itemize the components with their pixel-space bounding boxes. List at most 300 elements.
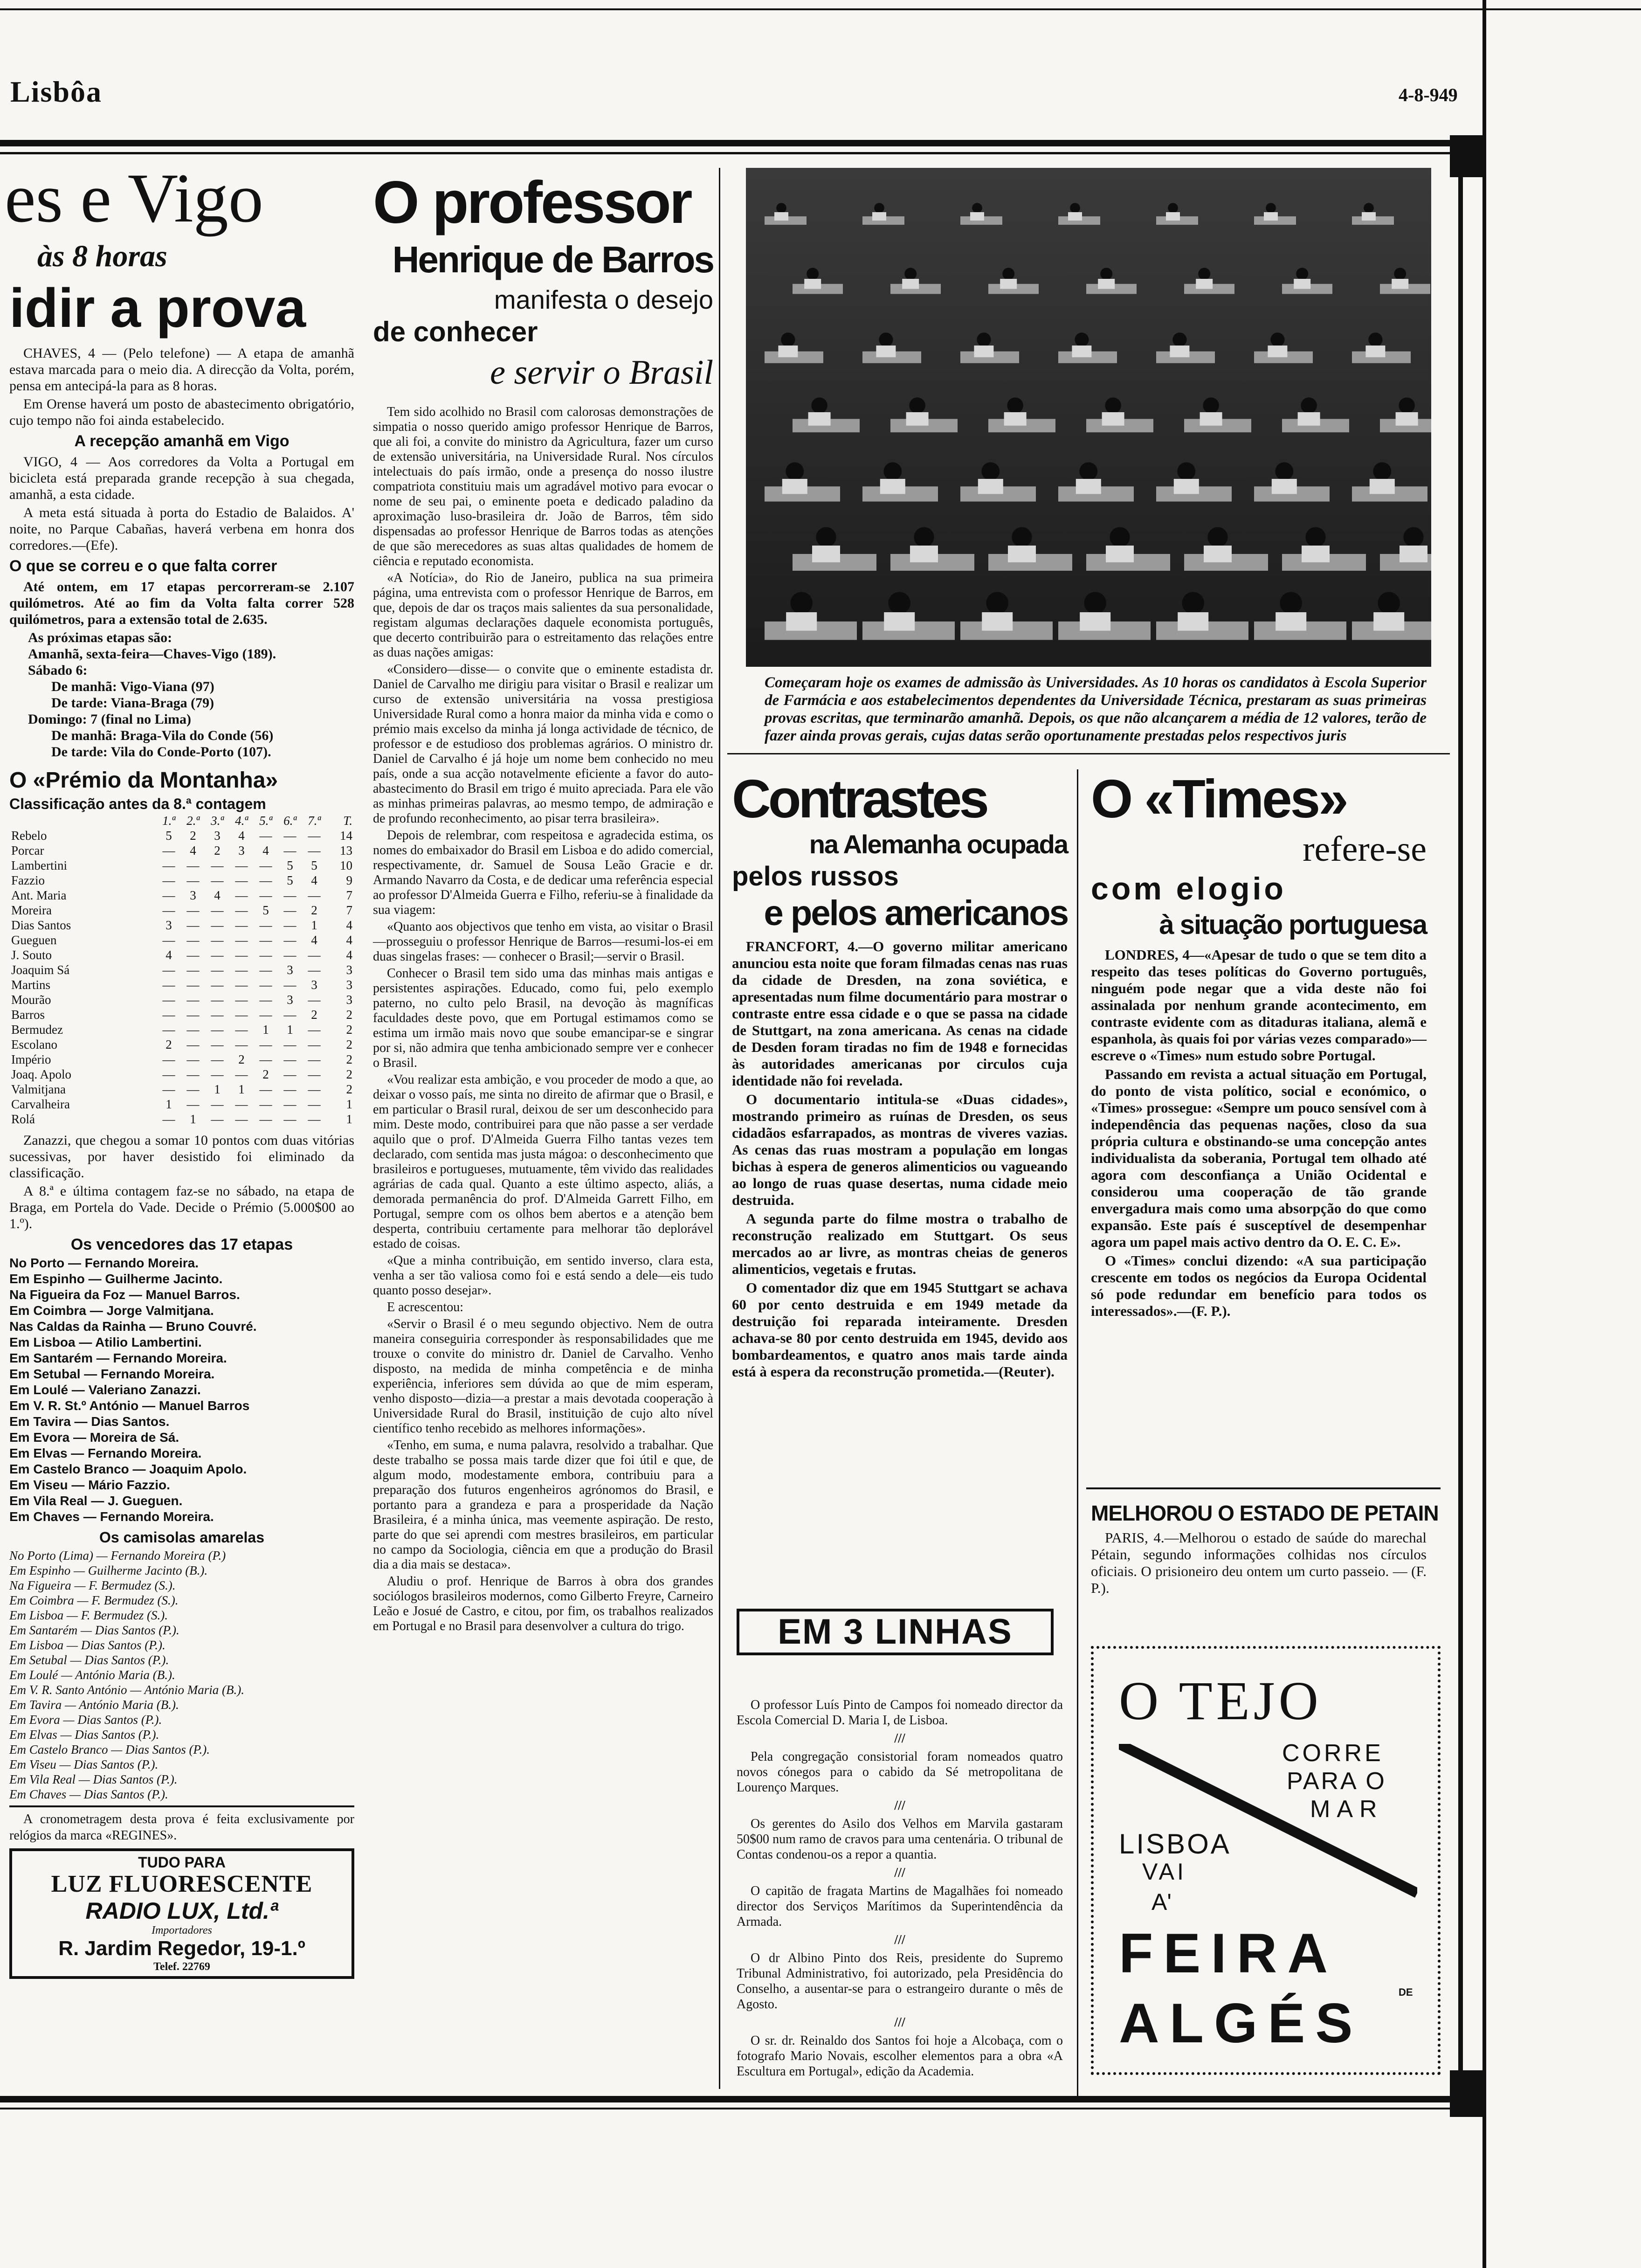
rider-name: Ant. Maria (11, 888, 67, 902)
jersey-item: Em Chaves — Dias Santos (P.). (9, 1787, 168, 1801)
points-cell: — (235, 903, 248, 917)
student-head (1172, 332, 1186, 346)
points-cell: — (235, 888, 248, 902)
professor-paragraph: E acrescentou: (387, 1300, 464, 1314)
remaining-heading: O que se correu e o que falta correr (9, 557, 277, 575)
rider-name: Mourão (11, 993, 51, 1007)
points-cell: 2 (262, 1067, 269, 1081)
ad-line: RADIO LUX, Ltd.ª (85, 1898, 278, 1924)
jersey-item: Em Setubal — Dias Santos (P.). (9, 1653, 169, 1667)
points-cell: — (235, 873, 248, 887)
contrastes-deck: na Alemanha ocupada (809, 830, 1068, 859)
winner-item: Em Castelo Branco — Joaquim Apolo. (9, 1462, 247, 1476)
professor-deck: manifesta o desejo (494, 285, 713, 314)
student-shirt (884, 612, 915, 631)
student-head (888, 592, 910, 614)
student-head (972, 203, 982, 213)
student-head (816, 527, 836, 547)
jersey-item: Em Coimbra — F. Bermudez (S.). (9, 1593, 179, 1607)
points-cell: — (186, 1008, 200, 1022)
points-cell: — (259, 873, 272, 887)
professor-paragraph: «Que a minha contribuição, em sentido inverso, clara esta, venha a ser tão valiosa como foi e está sendo a dele—eis tudo quanto posso desejar». (373, 1253, 713, 1298)
student-shirt (982, 612, 1013, 631)
times-paragraph: LONDRES, 4—«Apesar de tudo o que se tem dito a respeito das teses políticas do Governo português, ninguém pode negar que a vida deste não foi assinalada por nenhum grande acontecimento, em contraste evidente com as ditaduras italiana, alemã e espanhola, às quais foi por várias vezes comparado»—escreve o «Times» num estudo sobre Portugal. (1091, 947, 1427, 1064)
classification-row (9, 903, 354, 918)
column-header: 5.ª (259, 814, 272, 828)
stage-line: De manhã: Braga-Vila do Conde (56) (51, 728, 274, 743)
rider-name: J. Souto (11, 948, 52, 962)
rider-name: Gueguen (11, 933, 57, 947)
classification-row (9, 918, 354, 933)
points-cell: — (283, 948, 296, 962)
points-cell: — (259, 1052, 272, 1066)
points-cell: 4 (165, 948, 172, 962)
student-shirt (1072, 346, 1091, 357)
reception-heading: A recepção amanhã em Vigo (74, 432, 290, 450)
student-head (1399, 397, 1415, 414)
professor-paragraph: «A Notícia», do Rio de Janeiro, publica na sua primeira página, uma entrevista com o professor Henrique de Barros, em que, depois de dar os traços mais salientes da sua personalidade, registam algumas declarações daquele economista português, que decerto contribuirão para o estreitamento das relações entre as duas nações amigas: (373, 571, 713, 660)
classification-row (9, 843, 354, 858)
points-cell: 14 (340, 829, 352, 843)
points-cell: — (308, 1112, 321, 1126)
reception-text (9, 454, 354, 553)
masthead-rule-2 (0, 152, 1455, 154)
winner-item: Em Viseu — Mário Fazzio. (9, 1478, 170, 1492)
points-cell: — (186, 1082, 200, 1096)
student-shirt (1008, 546, 1036, 562)
timing-note (9, 1811, 354, 1844)
points-cell: 5 (287, 858, 293, 872)
points-cell: — (211, 1097, 224, 1111)
student-shirt (1102, 412, 1124, 426)
news-brief: O dr Albino Pinto dos Reis, presidente do Supremo Tribunal Administrativo, foi autorizado, pela Presidência do Conselho, a ausentar-se para o estrangeiro durante o mês de Agosto. (737, 1951, 1063, 2012)
student-head (786, 462, 804, 480)
winners-list (9, 1255, 354, 1525)
points-cell: 2 (346, 1052, 352, 1066)
student-shirt (1392, 279, 1408, 289)
rider-name: Lambertini (11, 858, 67, 872)
points-cell: — (186, 903, 200, 917)
masthead-rule (0, 140, 1455, 146)
points-cell: 7 (346, 888, 352, 902)
points-cell: — (235, 1112, 248, 1126)
petain-paragraph: PARIS, 4.—Melhorou o estado de saúde do marechal Pétain, segundo informações colhidas nos círculos oficiais. O prisioneiro deu ontem um curto passeio. — (F. P.). (1091, 1529, 1427, 1596)
points-cell: — (162, 1023, 175, 1037)
student-shirt (804, 279, 821, 289)
points-cell: — (211, 948, 224, 962)
jersey-item: Em Elvas — Dias Santos (P.). (9, 1728, 159, 1742)
rider-name: Dias Santos (11, 918, 71, 932)
item-separator: /// (894, 1866, 905, 1880)
student-head (1070, 203, 1080, 213)
student-head (1007, 397, 1023, 414)
classification-row (9, 888, 354, 903)
points-cell: — (162, 1067, 175, 1081)
student-head (1198, 268, 1210, 280)
student-shirt (1373, 612, 1404, 631)
points-cell: — (259, 888, 272, 902)
student-shirt (902, 279, 919, 289)
points-cell: — (211, 993, 224, 1007)
classification-row (9, 1067, 354, 1082)
points-cell: 2 (346, 1067, 352, 1081)
student-shirt (1264, 212, 1278, 221)
points-cell: 4 (238, 829, 245, 843)
student-head (1079, 462, 1097, 480)
student-shirt (1166, 212, 1180, 221)
student-head (776, 203, 786, 213)
column-professor (373, 169, 713, 1636)
student-head (986, 592, 1008, 614)
student-head (977, 332, 991, 346)
petain-text (1091, 1529, 1427, 1597)
stage-line: Sábado 6: (28, 663, 88, 678)
student-head (1305, 527, 1325, 547)
student-head (781, 332, 795, 346)
column-header: 1.ª (162, 814, 175, 828)
classification-row (9, 933, 354, 947)
photo-rule (727, 753, 1450, 754)
feira-text: FEIRA (1119, 1922, 1338, 1984)
points-cell: — (186, 978, 200, 992)
student-shirt (910, 546, 938, 562)
points-cell: 1 (214, 1082, 221, 1096)
points-cell: 3 (311, 978, 317, 992)
points-cell: 1 (190, 1112, 196, 1126)
points-cell: 4 (346, 918, 352, 932)
points-cell: — (235, 978, 248, 992)
professor-paragraph: «Servir o Brasil é o meu segundo objectivo. Nem de outra maneira conseguiria corresponder às responsabilidades que me trouxe o convite do ministro dr. Daniel de Carvalho. Venho disposto, na medida de minha competência e de minha experiência, inferiores sem dúvida ao que de mim esperam, venho disposto—dizia—a prestar a mais devotada cooperação à Universidade Rural do Brasil, instituição de cujo alto nível científico tenho recebido as melhores informações». (373, 1317, 713, 1436)
student-head (1182, 592, 1204, 614)
points-cell: — (259, 858, 272, 872)
student-head (1270, 332, 1284, 346)
points-cell: — (162, 858, 175, 872)
jersey-item: Em Loulé — António Maria (B.). (9, 1668, 175, 1682)
student-head (909, 397, 925, 414)
student-head (1378, 592, 1400, 614)
points-cell: 2 (311, 903, 317, 917)
professor-deck: de conhecer (373, 316, 538, 347)
contrastes-paragraph: A segunda parte do filme mostra o trabalho de reconstrução realizado em Stuttgart. Os seus mercados ao ar livre, as montras cheias de generos alimenticios, vegetais e frutas. (732, 1210, 1068, 1277)
winner-item: Na Figueira da Foz — Manuel Barros. (9, 1287, 240, 1302)
rider-name: Bermudez (11, 1023, 63, 1037)
student-head (1364, 203, 1374, 213)
points-cell: — (308, 844, 321, 857)
points-cell: 4 (346, 948, 352, 962)
points-cell: — (162, 903, 175, 917)
winner-item: Em Tavira — Dias Santos. (9, 1414, 170, 1429)
jersey-item: Em Tavira — António Maria (B.). (9, 1698, 179, 1712)
points-cell: — (259, 993, 272, 1007)
points-cell: — (162, 873, 175, 887)
column-rule (719, 168, 720, 2089)
mountain-heading: O «Prémio da Montanha» (9, 768, 278, 793)
student-head (1373, 462, 1391, 480)
classification-row (9, 1022, 354, 1037)
student-shirt (1294, 279, 1310, 289)
professor-headline: O professor (373, 169, 691, 236)
contrastes-paragraph: O documentario intitula-se «Duas cidades», mostrando primeiro as ruínas de Dresden, os seus cidadãos esfarrapados, as montras de viveres vazias. As cenas das ruas mostram a população em longas bichas à espera de generos alimenticios ou vagueando ao longo de ruas quase desertas, numa cidade meio destruida. (732, 1091, 1068, 1208)
points-cell: — (259, 1112, 272, 1126)
classification-row (9, 828, 354, 843)
student-shirt (1196, 279, 1213, 289)
classification-row (9, 873, 354, 888)
points-cell: 13 (340, 844, 352, 857)
points-cell: 9 (346, 873, 352, 887)
points-cell: 7 (346, 903, 352, 917)
rider-name: Barros (11, 1008, 45, 1022)
student-shirt (1370, 479, 1395, 494)
points-cell: — (235, 1023, 248, 1037)
stage-line: Amanhã, sexta-feira—Chaves-Vigo (189). (28, 646, 276, 662)
points-cell: — (283, 1008, 296, 1022)
points-cell: 2 (346, 1037, 352, 1051)
points-cell: — (186, 918, 200, 932)
points-cell: — (162, 933, 175, 947)
exam-hall-image (746, 168, 1431, 667)
professor-paragraph: Tem sido acolhido no Brasil com calorosas demonstrações de simpatia o nosso querido amigo professor Henrique de Barros, que ali foi, a convite do ministro da Agricultura, fazer um curso de extensão universitária, na Universidade Rural. Nos círculos intelectuais do país irmão, onde a presença do nosso ilustre compatriota constituiu mais um agradável motivo para evocar o nome de seu pai, o eminente poeta e dedicado paladino da aproximação luso-brasileira dr. João de Barros, têm sido dispensadas ao professor Henrique de Barros todas as atenções de que são merecedores as suas altas qualidades de homem de ciência e reputado economista. (373, 405, 713, 568)
points-cell: — (235, 993, 248, 1007)
student-shirt (1276, 612, 1306, 631)
student-head (1100, 268, 1112, 280)
tejo-title: O TEJO (1119, 1670, 1322, 1731)
jerseys-list (9, 1548, 354, 1802)
rider-name: Fazzio (11, 873, 45, 887)
winner-item: Em Santarém — Fernando Moreira. (9, 1351, 227, 1365)
stage-line: De tarde: Viana-Braga (79) (51, 695, 214, 711)
times-deck: com elogio (1091, 871, 1286, 906)
professor-paragraph: Aludiu o prof. Henrique de Barros à obra dos grandes sociólogos brasileiros modernos, como Gilberto Freyre, Carneiro Leão e Josué de Castro, e citou, por fim, os trabalhos realizados em Portugal e no Brasil para desenvolver a cultura do trigo. (373, 1574, 713, 1633)
rider-name: Império (11, 1052, 51, 1066)
classification-row (9, 992, 354, 1007)
classification-heading: Classificação antes da 8.ª contagem (9, 795, 266, 812)
sport-headline: idir a prova (9, 277, 306, 339)
winner-item: Em Vila Real — J. Gueguen. (9, 1494, 183, 1508)
student-shirt (970, 212, 984, 221)
points-cell: — (162, 963, 175, 977)
student-shirt (1080, 612, 1110, 631)
jersey-item: Em Viseu — Dias Santos (P.). (9, 1757, 159, 1771)
points-cell: 2 (214, 844, 221, 857)
next-stages (9, 629, 354, 760)
jersey-item: Em V. R. Santo António — António Maria (B.). (9, 1683, 244, 1697)
sport-kicker: es e Vigo (5, 159, 263, 237)
rider-name: Valmitjana (11, 1082, 66, 1096)
classification-row (9, 1082, 354, 1097)
margin-mark-bottom (1450, 2070, 1482, 2117)
student-head (883, 462, 902, 480)
points-cell: — (162, 1052, 175, 1066)
points-cell: — (283, 1052, 296, 1066)
student-head (1168, 203, 1178, 213)
column-header: 7.ª (308, 814, 321, 828)
reception-paragraph: A meta está situada à porta do Estadio de Balaidos. A' noite, no Parque Cabañas, haverá verbena em honra dos corredores.—(Efe). (9, 505, 354, 553)
student-shirt (1178, 612, 1208, 631)
points-cell: 3 (287, 993, 293, 1007)
contrastes-paragraph: O comentador diz que em 1945 Stuttgart se achava 60 por cento destruida e em 1949 metade da destruição foi reparada inteiramente. Dresden achava-se 80 por cento destruida em 1945, devido aos bombardeamentos, e quatro anos mais tarde ainda está à espera da reconstrução prometida.—(Reuter). (732, 1279, 1068, 1380)
student-shirt (872, 212, 886, 221)
em3linhas-title: EM 3 LINHAS (778, 1612, 1013, 1652)
points-cell: 1 (287, 1023, 293, 1037)
student-head (1207, 527, 1227, 547)
points-cell: — (186, 948, 200, 962)
student-head (1296, 268, 1308, 280)
tejo-line: A' (1151, 1889, 1172, 1915)
points-cell: — (162, 1008, 175, 1022)
student-shirt (1298, 412, 1320, 426)
tejo-line: LISBOA (1119, 1828, 1231, 1860)
points-cell: — (259, 1037, 272, 1051)
contrastes-headline: Contrastes (732, 768, 986, 829)
classification-table (9, 813, 354, 1127)
classification-header-row (9, 813, 354, 828)
student-shirt (1000, 279, 1017, 289)
next-stages-label: As próximas etapas são: (28, 630, 172, 645)
petain-rule (1086, 1487, 1441, 1489)
points-cell: — (283, 888, 296, 902)
student-head (981, 462, 1000, 480)
lead-paragraph: Em Orense haverá um posto de abastecimento obrigatório, cujo tempo não foi ainda estabelecido. (9, 396, 354, 428)
student-shirt (1396, 412, 1418, 426)
student-head (914, 527, 934, 547)
points-cell: 3 (346, 963, 352, 977)
issue-date: 4-8-949 (1399, 84, 1458, 105)
ad-line: TUDO PARA (138, 1854, 226, 1871)
winner-item: Em Coimbra — Jorge Valmitjana. (9, 1303, 214, 1318)
column-header: T. (343, 814, 352, 828)
fluorescent-ad (9, 1848, 354, 1979)
points-cell: — (162, 844, 175, 857)
points-cell: 2 (190, 829, 196, 843)
student-head (807, 268, 819, 280)
points-cell: — (186, 1067, 200, 1081)
student-shirt (1076, 479, 1101, 494)
contrastes-article (732, 769, 1068, 1382)
ad-line: R. Jardim Regedor, 19-1.º (58, 1937, 305, 1960)
points-cell: 1 (262, 1023, 269, 1037)
classification-row (9, 947, 354, 962)
points-cell: 1 (165, 1097, 172, 1111)
rider-name: Martins (11, 978, 50, 992)
student-shirt (1098, 279, 1115, 289)
winner-item: Em Loulé — Valeriano Zanazzi. (9, 1383, 201, 1397)
winner-item: No Porto — Fernando Moreira. (9, 1256, 199, 1270)
student-head (874, 203, 884, 213)
ad-border-right (1438, 1646, 1441, 2075)
times-article (1091, 769, 1427, 1321)
winner-item: Em Chaves — Fernando Moreira. (9, 1509, 214, 1524)
points-cell: — (186, 873, 200, 887)
winner-item: Em Espinho — Guilherme Jacinto. (9, 1272, 223, 1286)
student-head (1394, 268, 1406, 280)
student-shirt (812, 546, 840, 562)
student-head (1110, 527, 1130, 547)
contrastes-deck: pelos russos (732, 861, 899, 892)
page-edge-rule (1482, 0, 1486, 2268)
student-shirt (1365, 346, 1385, 357)
professor-paragraph: «Tenho, em suma, e numa palavra, resolvido a trabalhar. Que deste trabalho se possa mais tarde dizer que foi útil e que, de algum modo, modestamente embora, contribuiu para a preparação dos futuros engenheiros agrónomos do Brasil, e portanto para a grandeza e para a prosperidade da Nação Brasileira, é a minha única, mas veemente aspiração. De resto, parte do que sei aprendi com mestres brasileiros, em particular no campo da Sociologia, ciência em que a produção do Brasil dia a dia mais se destaca». (373, 1438, 713, 1572)
section-name: Lisbôa (10, 75, 102, 108)
points-cell: 2 (346, 1082, 352, 1096)
student-head (1280, 592, 1302, 614)
points-cell: 5 (287, 873, 293, 887)
stage-line: De manhã: Vigo-Viana (97) (51, 679, 214, 694)
points-cell: 2 (346, 1023, 352, 1037)
points-cell: 3 (346, 993, 352, 1007)
professor-article (373, 405, 713, 1634)
student-head (1368, 332, 1382, 346)
points-cell: — (186, 1052, 200, 1066)
points-cell: 2 (311, 1008, 317, 1022)
news-brief: Os gerentes do Asilo dos Velhos em Marvila gastaram 50$00 num ramo de cravos para uma centenária. O tribunal de Contas condenou-os a repor a quantia. (737, 1817, 1063, 1862)
student-head (879, 332, 893, 346)
student-head (1177, 462, 1195, 480)
student-shirt (774, 212, 788, 221)
points-cell: — (283, 933, 296, 947)
em3linhas-box (737, 1609, 1054, 1655)
student-shirt (1174, 479, 1199, 494)
contrastes-deck: e pelos americanos (764, 893, 1068, 933)
de-text: DE (1399, 1986, 1413, 1998)
points-cell: — (211, 978, 224, 992)
sport-lead (9, 345, 354, 429)
classification-row (9, 1037, 354, 1052)
rider-name: Rolá (11, 1112, 35, 1126)
points-cell: — (259, 948, 272, 962)
points-cell: — (211, 1112, 224, 1126)
tejo-line: MAR (1310, 1796, 1384, 1823)
classification-row (9, 1112, 354, 1127)
points-cell: — (186, 1097, 200, 1111)
points-cell: — (259, 933, 272, 947)
points-cell: — (283, 844, 296, 857)
points-cell: 4 (311, 933, 317, 947)
classification-row (9, 858, 354, 873)
timing-note-text: A cronometragem desta prova é feita exclusivamente por relógios da marca «REGINES». (9, 1812, 354, 1843)
points-cell: — (211, 1052, 224, 1066)
points-cell: — (186, 963, 200, 977)
points-cell: 5 (165, 829, 172, 843)
student-shirt (778, 346, 798, 357)
student-shirt (906, 412, 929, 426)
points-cell: — (211, 963, 224, 977)
professor-paragraph: Conhecer o Brasil tem sido uma das minhas mais antigas e persistentes aspirações. Educado, como fui, pelo exemplo paterno, no culto pelo Brasil, na devoção às magníficas faculdades deste povo, que em Portugal estimamos como se estima um irmão mais novo que soube emancipar-se e singrar por si, não admira que tenha ambicionado sempre ver e conhecer o Brasil. (373, 966, 713, 1070)
student-head (1203, 397, 1219, 414)
points-cell: — (308, 948, 321, 962)
petain-headline: MELHOROU O ESTADO DE PETAIN (1091, 1501, 1439, 1525)
points-cell: — (283, 978, 296, 992)
jersey-item: Em Lisboa — F. Bermudez (S.). (9, 1608, 168, 1622)
points-cell: — (235, 1037, 248, 1051)
points-cell: — (186, 933, 200, 947)
points-cell: — (235, 963, 248, 977)
points-cell: — (308, 963, 321, 977)
column-header: 3.ª (211, 814, 224, 828)
student-head (1002, 268, 1014, 280)
points-cell: — (259, 1097, 272, 1111)
student-head (1105, 397, 1121, 414)
points-cell: — (283, 829, 296, 843)
student-shirt (880, 479, 905, 494)
points-cell: — (283, 1097, 296, 1111)
jersey-item: Em Santarém — Dias Santos (P.). (9, 1623, 179, 1637)
student-shirt (876, 346, 896, 357)
points-cell: — (211, 873, 224, 887)
bottom-rule (0, 2096, 1455, 2102)
jersey-item: Em Espinho — Guilherme Jacinto (B.). (9, 1563, 208, 1577)
points-cell: — (211, 1023, 224, 1037)
em3linhas-list (737, 1697, 1063, 2081)
